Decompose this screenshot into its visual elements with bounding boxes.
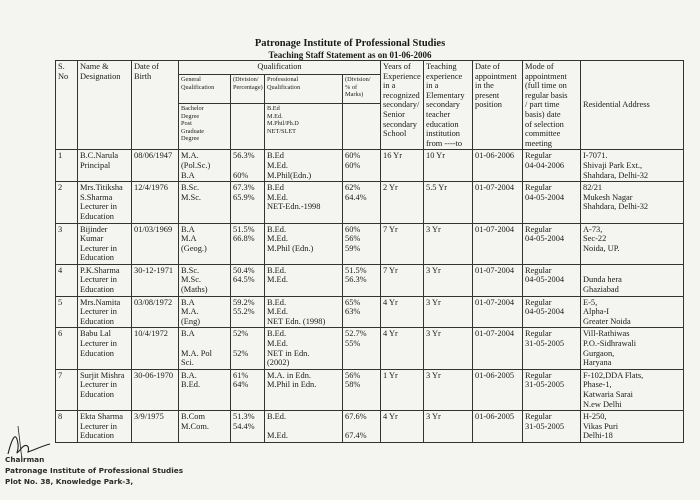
- exp-secondary-cell: 7 Yr: [381, 264, 424, 296]
- address-cell: I-7071. Shivaji Park Ext., Shahdara, Delhi-32: [581, 150, 684, 182]
- table-row: [56, 411, 684, 443]
- professional-qualification-cell: B.Ed. M.Ed.: [265, 264, 343, 296]
- general-qualification-cell: B.A M.A. Pol Sci.: [179, 328, 231, 369]
- sno-cell: 1: [56, 150, 78, 182]
- name-cell: Bijinder Kumar Lecturer in Education: [78, 223, 132, 264]
- professional-qualification-cell: B.Ed. M.Ed. M.Phil (Edn.): [265, 223, 343, 264]
- exp-elementary-cell: 3 Yr: [424, 223, 473, 264]
- address-cell: Dunda hera Ghaziabad: [581, 264, 684, 296]
- appointment-mode-cell: Regular 04-05-2004: [523, 296, 581, 328]
- appointment-date-cell: 01-07-2004: [473, 328, 523, 369]
- division2-cell: 60% 60%: [343, 150, 381, 182]
- qualification-header: Qualification: [257, 62, 302, 71]
- division1-cell: 59.2% 55.2%: [231, 296, 265, 328]
- general-qualification-cell: B.A. B.Ed.: [179, 369, 231, 410]
- professional-qualification-cell: B.Ed M.Ed. M.Phil(Edn.): [265, 150, 343, 182]
- table-row: [56, 182, 684, 223]
- name-header: Name & Designation: [80, 62, 121, 81]
- col-header-division2: [343, 75, 381, 104]
- table-row: [56, 264, 684, 296]
- general-qualification-cell: B.Com M.Com.: [179, 411, 231, 443]
- sno-cell: 7: [56, 369, 78, 410]
- sno-cell: 5: [56, 296, 78, 328]
- col-detail-professional: [265, 104, 343, 150]
- name-cell: Mrs.Namita Lecturer in Education: [78, 296, 132, 328]
- name-cell: Surjit Mishra Lecturer in Education: [78, 369, 132, 410]
- dob-cell: 01/03/1969: [132, 223, 179, 264]
- col-header-appointment-mode: [523, 61, 581, 150]
- dob-header: Date of Birth: [134, 62, 159, 81]
- table-row: [56, 150, 684, 182]
- general-sub-header: Bachelor Degree Post Graduate Degree: [181, 105, 205, 143]
- col-header-name: [78, 61, 132, 150]
- exp-secondary-cell: 4 Yr: [381, 411, 424, 443]
- appointment-date-cell: 01-06-2005: [473, 369, 523, 410]
- professional-header: Professional Qualification: [267, 76, 301, 91]
- professional-qualification-cell: B.Ed M.Ed. NET-Edn.-1998: [265, 182, 343, 223]
- exp-secondary-cell: 1 Yr: [381, 369, 424, 410]
- exp-elementary-cell: 3 Yr: [424, 296, 473, 328]
- sno-cell: 3: [56, 223, 78, 264]
- table-row: [56, 296, 684, 328]
- dob-cell: 12/4/1976: [132, 182, 179, 223]
- dob-cell: 08/06/1947: [132, 150, 179, 182]
- appointment-date-cell: 01-06-2005: [473, 411, 523, 443]
- appointment-mode-cell: Regular 31-05-2005: [523, 411, 581, 443]
- staff-table-body: [56, 150, 684, 443]
- col-header-address: [581, 61, 684, 150]
- division1-cell: 51.5% 66.8%: [231, 223, 265, 264]
- dob-cell: 3/9/1975: [132, 411, 179, 443]
- address-cell: Vill-Rathiwas P.O.-Sidhrawali Gurgaon, Haryana: [581, 328, 684, 369]
- appointment-date-cell: 01-07-2004: [473, 264, 523, 296]
- division1-cell: 56.3% 60%: [231, 150, 265, 182]
- address-header: Residential Address: [583, 100, 650, 110]
- professional-qualification-cell: B.Ed. M.Ed. NET in Edn. (2002): [265, 328, 343, 369]
- appointment-date-cell: 01-07-2004: [473, 223, 523, 264]
- exp-secondary-cell: 4 Yr: [381, 296, 424, 328]
- appointment-mode-cell: Regular 31-05-2005: [523, 369, 581, 410]
- exp-elementary-cell: 3 Yr: [424, 369, 473, 410]
- exp-elementary-cell: 3 Yr: [424, 411, 473, 443]
- col-header-appointment-date: [473, 61, 523, 150]
- appointment-date-cell: 01-07-2004: [473, 296, 523, 328]
- professional-sub-header: B.Ed M.Ed. M.Phil/Ph.D NET/SLET: [267, 105, 299, 135]
- exp-elementary-cell: 3 Yr: [424, 264, 473, 296]
- name-cell: Mrs.Titiksha S.Sharma Lecturer in Education: [78, 182, 132, 223]
- col-header-professional: [265, 75, 343, 104]
- appointment-mode-cell: Regular 04-04-2006: [523, 150, 581, 182]
- sno-header: S. No: [58, 62, 69, 81]
- table-row: [56, 328, 684, 369]
- table-row: [56, 369, 684, 410]
- document-subtitle: Teaching Staff Statement as on 01-06-2006: [268, 50, 432, 60]
- appointment-date-cell: 01-07-2004: [473, 182, 523, 223]
- general-qualification-cell: B.Sc. M.Sc. (Maths): [179, 264, 231, 296]
- stamp-line-3: Plot No. 38, Knowledge Park-3,: [5, 477, 134, 486]
- col-header-division1: [231, 75, 265, 104]
- division2-cell: 51.5% 56.3%: [343, 264, 381, 296]
- exp-elementary-cell: 3 Yr: [424, 328, 473, 369]
- division2-cell: 52.7% 55%: [343, 328, 381, 369]
- staff-table: [55, 60, 684, 443]
- division1-cell: 61% 64%: [231, 369, 265, 410]
- document-title: Patronage Institute of Professional Studies: [254, 38, 446, 49]
- division2-cell: 67.6% 67.4%: [343, 411, 381, 443]
- division2-header: (Division/ % of Marks): [345, 76, 371, 99]
- appointment-mode-cell: Regular 04-05-2004: [523, 223, 581, 264]
- professional-qualification-cell: M.A. in Edn. M.Phil in Edn.: [265, 369, 343, 410]
- division1-header: (Division/ Percentage): [233, 76, 263, 91]
- exp-secondary-cell: 16 Yr: [381, 150, 424, 182]
- table-header-row: [56, 61, 684, 75]
- appointment-date-header: Date of appointment in the present position: [475, 62, 517, 110]
- exp-secondary-cell: 4 Yr: [381, 328, 424, 369]
- exp-elementary-cell: 5.5 Yr: [424, 182, 473, 223]
- name-cell: Ekta Sharma Lecturer in Education: [78, 411, 132, 443]
- division1-cell: 52% 52%: [231, 328, 265, 369]
- sno-cell: 2: [56, 182, 78, 223]
- appointment-date-cell: 01-06-2006: [473, 150, 523, 182]
- general-header: General Qualification: [181, 76, 215, 91]
- sno-cell: 8: [56, 411, 78, 443]
- dob-cell: 03/08/1972: [132, 296, 179, 328]
- professional-qualification-cell: B.Ed. M.Ed. NET Edn. (1998): [265, 296, 343, 328]
- dob-cell: 30-06-1970: [132, 369, 179, 410]
- exp-secondary-cell: 2 Yr: [381, 182, 424, 223]
- dob-cell: 10/4/1972: [132, 328, 179, 369]
- name-cell: P.K.Sharma Lecturer in Education: [78, 264, 132, 296]
- col-header-sno: [56, 61, 78, 150]
- col-header-general: [179, 75, 231, 104]
- stamp-line-1: Chairman: [5, 455, 45, 464]
- exp-secondary-cell: 7 Yr: [381, 223, 424, 264]
- sno-cell: 4: [56, 264, 78, 296]
- name-cell: Babu Lal Lecturer in Education: [78, 328, 132, 369]
- col-detail-general: [179, 104, 231, 150]
- name-cell: B.C.Narula Principal: [78, 150, 132, 182]
- appointment-mode-cell: Regular 04-05-2004: [523, 264, 581, 296]
- address-cell: F-102,DDA Flats, Phase-1, Katwaria Sarai N.ew Delhi: [581, 369, 684, 410]
- division2-cell: 60% 56% 59%: [343, 223, 381, 264]
- col-header-exp-secondary: [381, 61, 424, 150]
- dob-cell: 30-12-1971: [132, 264, 179, 296]
- division2-cell: 62% 64.4%: [343, 182, 381, 223]
- address-cell: 82/21 Mukesh Nagar Shahdara, Delhi-32: [581, 182, 684, 223]
- address-cell: E-5, Alpha-I Greater Noida: [581, 296, 684, 328]
- col-header-qualification: [179, 61, 381, 75]
- appointment-mode-cell: Regular 04-05-2004: [523, 182, 581, 223]
- general-qualification-cell: B.A M.A. (Eng): [179, 296, 231, 328]
- general-qualification-cell: B.Sc. M.Sc.: [179, 182, 231, 223]
- address-cell: A-73, Sec-22 Noida, UP.: [581, 223, 684, 264]
- table-row: [56, 223, 684, 264]
- general-qualification-cell: M.A. (Pol.Sc.) B.A: [179, 150, 231, 182]
- division1-cell: 67.3% 65.9%: [231, 182, 265, 223]
- professional-qualification-cell: B.Ed. M.Ed.: [265, 411, 343, 443]
- address-cell: H-250, Vikas Puri Delhi-18: [581, 411, 684, 443]
- appointment-mode-cell: Regular 31-05-2005: [523, 328, 581, 369]
- exp-elementary-cell: 10 Yr: [424, 150, 473, 182]
- division1-cell: 51.3% 54.4%: [231, 411, 265, 443]
- stamp-line-2: Patronage Institute of Professional Studies: [5, 466, 184, 475]
- col-detail-division1: [231, 104, 265, 150]
- general-qualification-cell: B.A M.A (Geog.): [179, 223, 231, 264]
- division1-cell: 50.4% 64.5%: [231, 264, 265, 296]
- division2-cell: 56% 58%: [343, 369, 381, 410]
- exp-elementary-header: Teaching experience in a Elementary secondary teacher education institution from ----to: [426, 62, 465, 148]
- division2-cell: 65% 63%: [343, 296, 381, 328]
- chairman-stamp: [5, 454, 183, 487]
- sno-cell: 6: [56, 328, 78, 369]
- appointment-mode-header: Mode of appointment (full time on regular basis / part time basis) date of selection committee meeting: [525, 62, 568, 148]
- exp-secondary-header: Years of Experience in a recognized secondary/ Senior secondary School: [383, 62, 421, 139]
- col-header-dob: [132, 61, 179, 150]
- col-header-exp-elementary: [424, 61, 473, 150]
- col-detail-division2: [343, 104, 381, 150]
